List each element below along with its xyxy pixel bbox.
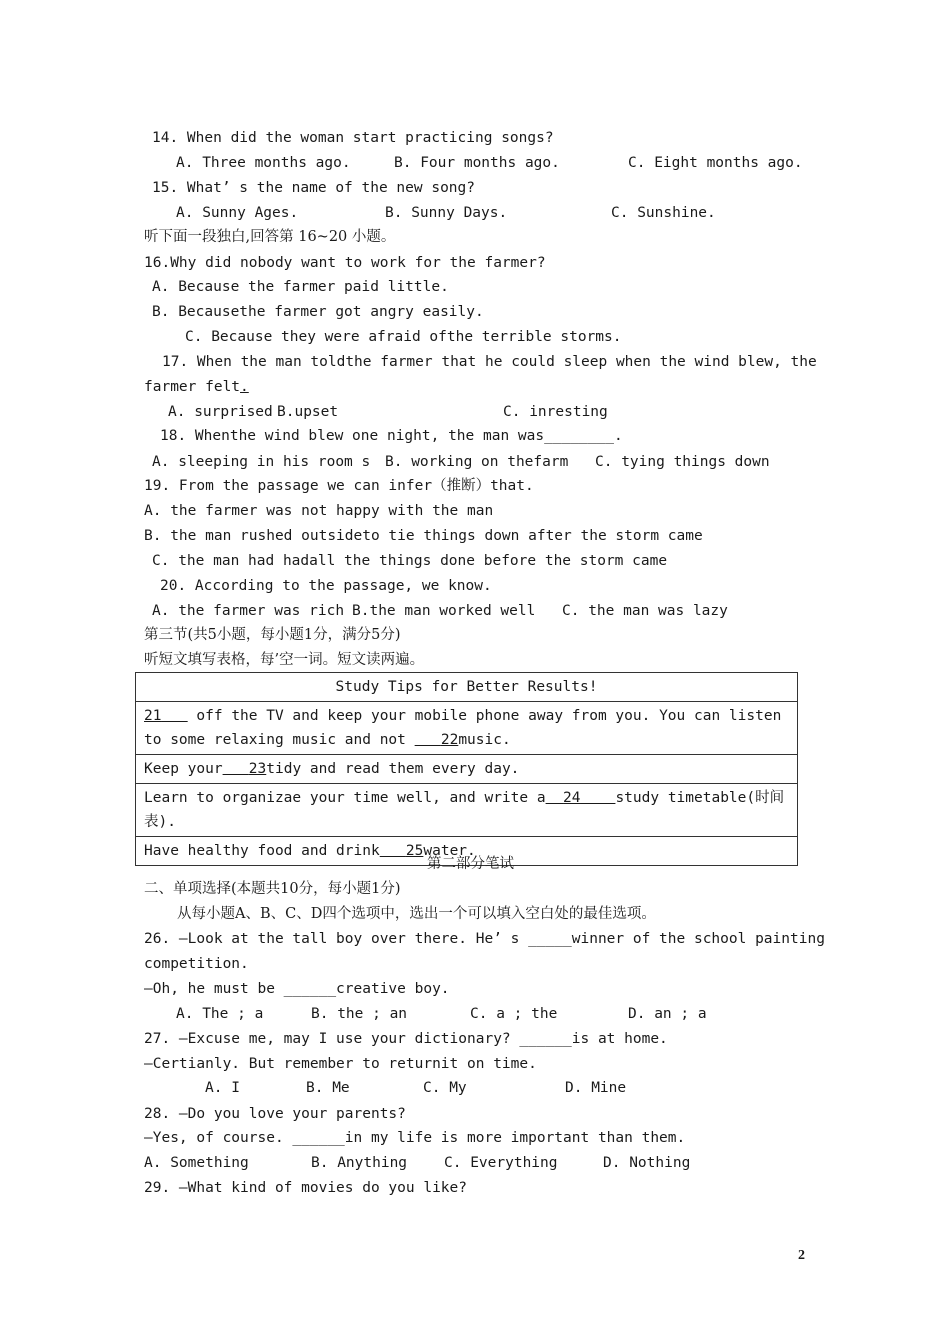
q27-line2: —Certianly. But remember to returnit on time. (144, 1056, 537, 1072)
table-row-3: Learn to organizae your time well, and write a 24 study timetable(时间表). (136, 784, 798, 837)
q26-option-b: B. the ; an (311, 1006, 408, 1022)
table-row-4: Have healthy food and drink 25water. (136, 837, 798, 866)
blank-22: 22 (440, 732, 459, 748)
q20-stem: 20. According to the passage, we know. (160, 578, 492, 594)
q15-option-b: B. Sunny Days. (385, 205, 508, 221)
q16-option-b: B. Becausethe farmer got angry easily. (152, 304, 484, 320)
q17-option-a: A. surprised (168, 404, 273, 420)
q19-option-b: B. the man rushed outsideto tie things down after the storm came (144, 528, 703, 544)
page-number: 2 (798, 1248, 805, 1263)
q15-option-c: C. Sunshine. (611, 205, 716, 221)
q20-option-a: A. the farmer was rich (152, 603, 345, 619)
q28-option-d: D. Nothing (603, 1155, 691, 1171)
q28-option-c: C. Everything (444, 1155, 558, 1171)
q28-option-a: A. Something (144, 1155, 249, 1171)
section-single-instruction: 从每小题A、B、C、D四个选项中，选出一个可以填入空白处的最佳选项。 (177, 906, 656, 922)
table-title: Study Tips for Better Results! (136, 673, 798, 702)
q17-stem-line1: 17. When the man toldthe farmer that he could sleep when the wind blew, the (162, 354, 817, 370)
blank-24: 24 (563, 790, 581, 806)
q16-option-c: C. Because they were afraid ofthe terrible storms. (185, 329, 622, 345)
q19-option-a: A. the farmer was not happy with the man (144, 503, 494, 519)
q27-line1: 27. —Excuse me, may I use your dictionary? ______is at home. (144, 1031, 668, 1047)
q28-line2: —Yes, of course. ______in my life is more important than them. (144, 1130, 686, 1146)
q14-option-b: B. Four months ago. (394, 155, 560, 171)
q27-option-d: D. Mine (565, 1080, 627, 1096)
q26-option-d: D. an ; a (628, 1006, 707, 1022)
q18-option-c: C. tying things down (595, 454, 770, 470)
q26-line1: 26. —Look at the tall boy over there. He’ s _____winner of the school painting (144, 931, 825, 947)
monologue-instruction: 听下面一段独白,回答第 16~20 小题。 (144, 229, 396, 245)
q17-blank: . (240, 379, 249, 395)
blank-25: 25 (405, 843, 424, 859)
q26-option-c: C. a ; the (470, 1006, 558, 1022)
q14-option-a: A. Three months ago. (176, 155, 351, 171)
study-tips-table (135, 672, 798, 866)
q17-option-c: C. inresting (503, 404, 608, 420)
q19-option-c: C. the man had hadall the things done before the storm came (152, 553, 668, 569)
q28-option-b: B. Anything (311, 1155, 408, 1171)
q26-line3: —Oh, he must be ______creative boy. (144, 981, 450, 997)
q16-option-a: A. Because the farmer paid little. (152, 279, 449, 295)
q29-line1: 29. —What kind of movies do you like? (144, 1180, 468, 1196)
blank-23: 23 (248, 761, 267, 777)
q18-option-b: B. working on thefarm (385, 454, 569, 470)
section3-instruction: 听短文填写表格，每’空一词。短文读两遍。 (144, 652, 425, 668)
q18-stem: 18. Whenthe wind blew one night, the man was________. (160, 428, 623, 444)
q26-line2: competition. (144, 956, 249, 972)
section-single-choice: 二、单项选择(本题共10分，每小题1分) (144, 881, 401, 897)
q16-stem: 16.Why did nobody want to work for the farmer? (144, 255, 546, 271)
q17-stem-line2: farmer felt. (144, 379, 249, 395)
q14-option-c: C. Eight months ago. (628, 155, 803, 171)
q15-stem: 15. What’ s the name of the new song? (152, 180, 476, 196)
q19-stem: 19. From the passage we can infer（推断）that. (144, 478, 534, 494)
q20-option-b: B.the man worked well (352, 603, 536, 619)
q27-option-b: B. Me (306, 1080, 350, 1096)
q20-option-c: C. the man was lazy (562, 603, 728, 619)
section3-title: 第三节(共5小题，每小题1分，满分5分) (144, 627, 401, 643)
q18-option-a: A. sleeping in his room s (152, 454, 371, 470)
table-row-2: Keep your 23tidy and read them every day. (136, 755, 798, 784)
q28-line1: 28. —Do you love your parents? (144, 1106, 406, 1122)
blank-21: 21 (144, 708, 162, 724)
q27-option-c: C. My (423, 1080, 467, 1096)
q27-option-a: A. I (205, 1080, 240, 1096)
table-row-1: 21 off the TV and keep your mobile phone away from you. You can listen to some relaxing music and not 22music. (136, 702, 798, 755)
q15-option-a: A. Sunny Ages. (176, 205, 299, 221)
q17-option-b: B.upset (277, 404, 339, 420)
q26-option-a: A. The ; a (176, 1006, 264, 1022)
q14-stem: 14. When did the woman start practicing songs? (152, 130, 554, 146)
part2-title: 第二部分笔试 (427, 856, 514, 872)
